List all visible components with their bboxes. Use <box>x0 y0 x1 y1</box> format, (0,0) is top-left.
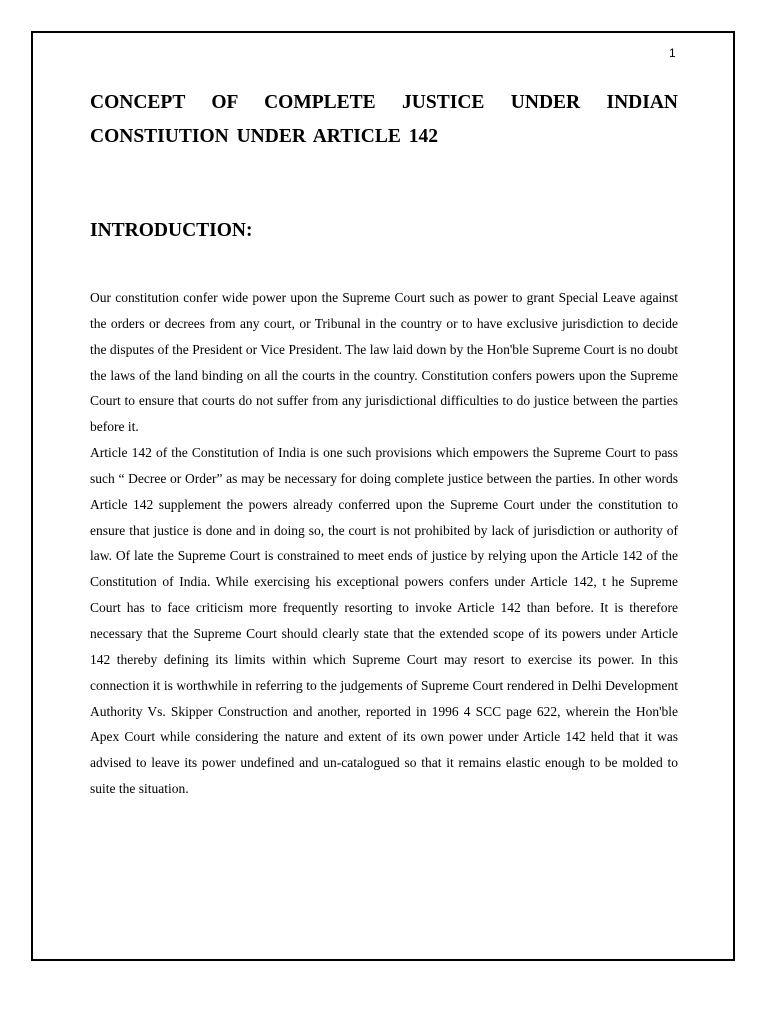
paragraph-1: Our constitution confer wide power upon the Supreme Court such as power to grant Special Leave against the orders or decrees from any court, or Tribunal in the country or to have exclusive jurisdiction to decide the disputes of the President or Vice President. The law laid down by the Hon'ble Supreme Court is no doubt the laws of the land binding on all the courts in the country. Constitution confers powers upon the Supreme Court to ensure that courts do not suffer from any jurisdictional difficulties to do justice between the parties before it. <box>90 290 678 435</box>
introduction-heading: INTRODUCTION: <box>90 220 253 241</box>
paragraph-2: Article 142 of the Constitution of India is one such provisions which empowers the Supreme Court to pass such “ Decree or Order” as may be necessary for doing complete justice between the parties. In other words Article 142 supplement the powers already conferred upon the Supreme Court under the constitution to ensure that justice is done and in doing so, the court is not prohibited by lack of jurisdiction or authority of law. Of late the Supreme Court is constrained to meet ends of justice by relying upon the Article 142 of the Constitution of India. While exercising his exceptional powers confers under Article 142, t he Supreme Court has to face criticism more frequently resorting to invoke Article 142 than before. It is therefore necessary that the Supreme Court should clearly state that the extended scope of its powers under Article 142 thereby defining its limits within which Supreme Court may resort to exercise its power. In this connection it is worthwhile in referring to the judgements of Supreme Court rendered in Delhi Development Authority Vs. Skipper Construction and another, reported in 1996 4 SCC page 622, wherein the Hon'ble Apex Court while considering the nature and extent of its own power under Article 142 held that it was advised to leave its power undefined and un-catalogued so that it remains elastic enough to be molded to suite the situation. <box>90 445 678 797</box>
page-number: 1 <box>669 46 676 60</box>
title-line-2: CONSTIUTION UNDER ARTICLE 142 <box>90 126 439 147</box>
document-title <box>90 86 678 154</box>
introduction-body <box>90 285 678 802</box>
title-line-1: CONCEPT OF COMPLETE JUSTICE UNDER INDIAN <box>90 92 678 113</box>
